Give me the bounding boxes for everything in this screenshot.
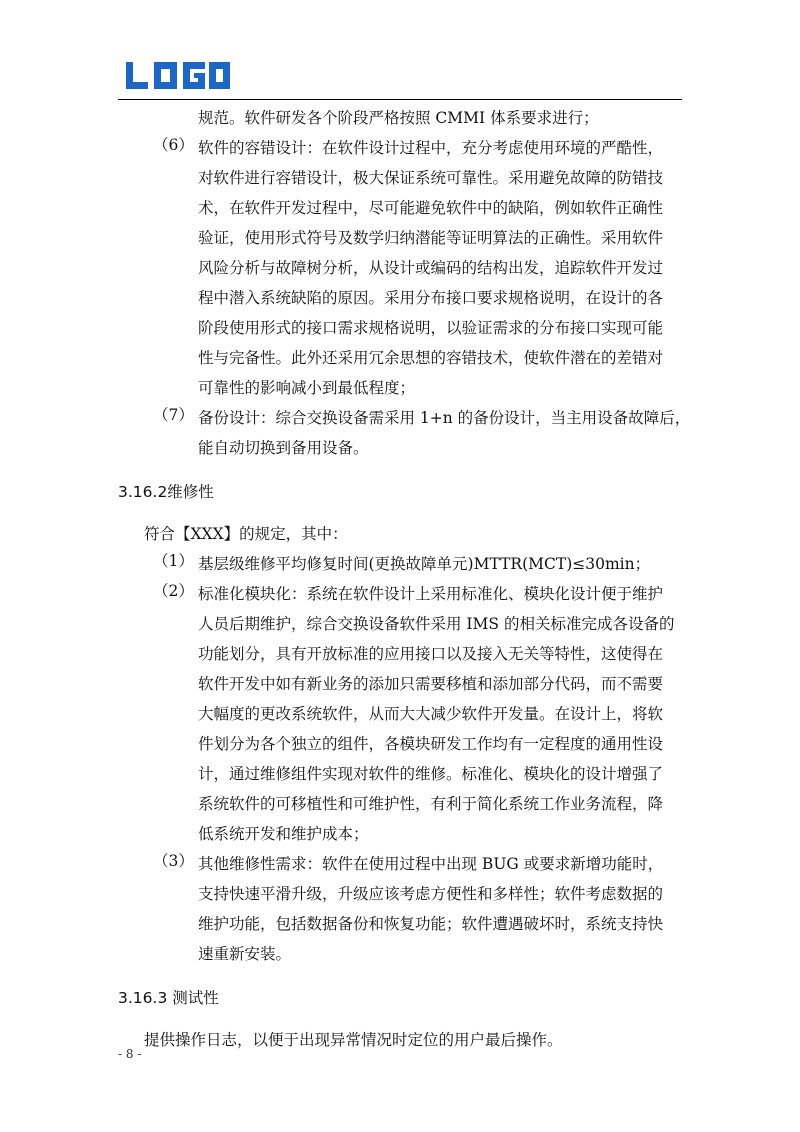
section-heading-maintainability: 3.16.2维修性 (118, 483, 214, 501)
list-number: （2） (153, 582, 194, 600)
section-heading-testability: 3.16.3 测试性 (118, 989, 219, 1007)
list-item-7: （7） 备份设计：综合交换设备需采用 1+n 的备份设计，当主用设备故障后， 能自动切换到备用设备。 (118, 403, 688, 463)
list-number: （6） (153, 136, 194, 154)
list-item-3: （3） 其他维修性需求：软件在使用过程中出现 BUG 或要求新增功能时， 支持快速平滑升级，升级应该考虑方便性和多样性；软件考虑数据的 维护功能，包括数据备份和恢复功能；软件遭遇破坏时，系统支持快 速重新安装。 (118, 849, 688, 969)
paragraph-continuation: 规范。软件研发各个阶段严格按照 CMMI 体系要求进行； (198, 109, 599, 127)
list-number: （1） (153, 552, 194, 570)
header-divider (118, 99, 682, 100)
paragraph-testability: 提供操作日志，以便于出现异常情况时定位的用户最后操作。 (144, 1031, 563, 1049)
list-item-1: （1） 基层级维修平均修复时间(更换故障单元)MTTR(MCT)≤30min； (118, 549, 688, 579)
list-number: （3） (153, 852, 194, 870)
list-number: （7） (153, 406, 194, 424)
list-item-2: （2） 标准化模块化：系统在软件设计上采用标准化、模块化设计便于维护 人员后期维护，综合交换设备软件采用 IMS 的相关标准完成各设备的 功能划分，具有开放标准的应用接口以及接入无关等特性，这使得在 软件开发中如有新业务的添加只需要移植和添加部分代码，而不需要 大幅度的更改系统软件，从而大大减少软件开发量。在设计上，将软 件划分为各个独立的组件，各模块研发工作均有一定程度的通用性设 计，通过维修组件实现对软件的维修。标准化、模块化的设计增强了 系统软件的可移植性和可维护性，有利于简化系统工作业务流程，降 低系统开发和维护成本； (118, 579, 688, 849)
list-item-6: （6） 软件的容错设计：在软件设计过程中，充分考虑使用环境的严酷性， 对软件进行容错设计，极大保证系统可靠性。采用避免故障的防错技 术，在软件开发过程中，尽可能避免软件中的缺陷，例如软件正确性 验证，使用形式符号及数学归纳潜能等证明算法的正确性。采用软件 风险分析与故障树分析，从设计或编码的结构出发，追踪软件开发过 程中潜入系统缺陷的原因。采用分布接口要求规格说明，在设计的各 阶段使用形式的接口需求规格说明，以验证需求的分布接口实现可能 性与完备性。此外还采用冗余思想的容错技术，使软件潜在的差错对 可靠性的影响减小到最低程度； (118, 133, 688, 403)
page-number: - 8 - (118, 1047, 142, 1061)
logo (126, 60, 230, 90)
paragraph-intro: 符合【XXX】的规定，其中： (144, 525, 348, 543)
document-body (118, 103, 691, 1055)
